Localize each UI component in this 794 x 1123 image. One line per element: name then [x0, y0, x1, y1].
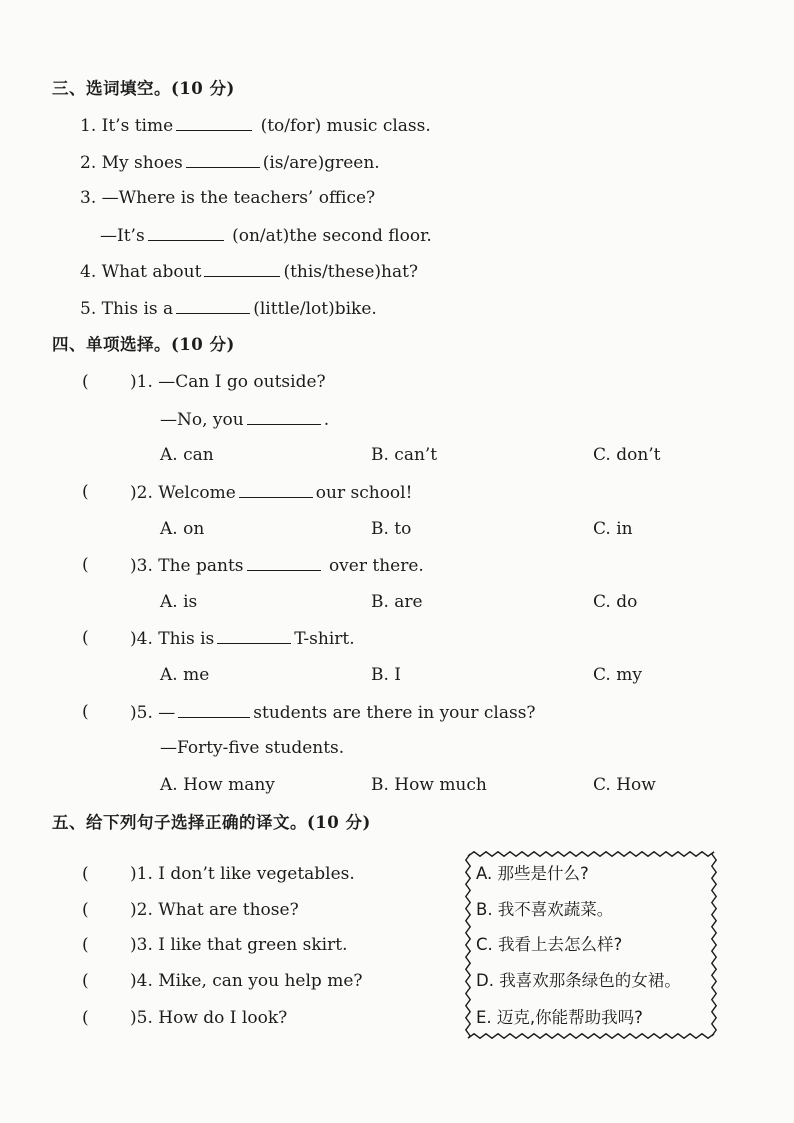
sec4-q5-option-a[interactable]: A. How many	[160, 775, 275, 795]
sec4-q3-option-b[interactable]: B. are	[371, 592, 423, 612]
sec5-option-c: C. 我看上去怎么样?	[476, 935, 623, 954]
answer-paren[interactable]: (	[82, 555, 89, 575]
sec3-q4: 4. What about (this/these)hat?	[80, 262, 419, 282]
sec4-q1-option-a[interactable]: A. can	[160, 445, 214, 465]
answer-paren[interactable]: (	[82, 482, 89, 502]
sec4-q1-line1: )1. —Can I go outside?	[130, 372, 326, 392]
sec5-item-3: )3. I like that green skirt.	[130, 935, 348, 955]
sec4-q4-option-b[interactable]: B. I	[371, 665, 402, 685]
answer-paren[interactable]: (	[82, 702, 89, 722]
sec3-q1: 1. It’s time (to/for) music class.	[80, 116, 431, 136]
answer-blank[interactable]	[148, 224, 224, 241]
sec4-q5-option-b[interactable]: B. How much	[371, 775, 487, 795]
answer-blank[interactable]	[204, 260, 280, 277]
sec4-q3: )3. The pants over there.	[130, 556, 424, 576]
sec5-item-2: )2. What are those?	[130, 900, 299, 920]
sec4-q4-option-c[interactable]: C. my	[593, 665, 642, 685]
sec4-q1-option-c[interactable]: C. don’t	[593, 445, 661, 465]
sec5-item-5: )5. How do I look?	[130, 1008, 288, 1028]
section-3-heading: 三、选词填空。(10 分)	[52, 79, 235, 98]
answer-paren[interactable]: (	[82, 1008, 89, 1028]
answer-blank[interactable]	[247, 408, 321, 425]
sec3-q5: 5. This is a (little/lot)bike.	[80, 299, 377, 319]
sec5-option-d: D. 我喜欢那条绿色的女裙。	[476, 971, 681, 990]
sec4-q5-line1: )5. — students are there in your class?	[130, 703, 536, 723]
sec5-item-1: )1. I don’t like vegetables.	[130, 864, 355, 884]
sec5-option-e: E. 迈克,你能帮助我吗?	[476, 1008, 643, 1027]
answer-blank[interactable]	[176, 114, 252, 131]
sec4-q1-line2: —No, you .	[160, 410, 330, 430]
sec3-q3-line2: —It’s (on/at)the second floor.	[100, 226, 432, 246]
sec3-q2: 2. My shoes (is/are)green.	[80, 153, 380, 173]
answer-blank[interactable]	[217, 627, 291, 644]
sec4-q1-option-b[interactable]: B. can’t	[371, 445, 438, 465]
answer-blank[interactable]	[186, 151, 260, 168]
answer-paren[interactable]: (	[82, 864, 89, 884]
answer-blank[interactable]	[178, 701, 250, 718]
section-5-heading: 五、给下列句子选择正确的译文。(10 分)	[52, 813, 371, 832]
answer-paren[interactable]: (	[82, 628, 89, 648]
sec4-q4: )4. This is T-shirt.	[130, 629, 355, 649]
answer-paren[interactable]: (	[82, 971, 89, 991]
sec4-q2-option-c[interactable]: C. in	[593, 519, 633, 539]
sec5-item-4: )4. Mike, can you help me?	[130, 971, 363, 991]
sec4-q5-line2: —Forty-five students.	[160, 738, 345, 758]
sec4-q3-option-c[interactable]: C. do	[593, 592, 638, 612]
answer-paren[interactable]: (	[82, 935, 89, 955]
answer-blank[interactable]	[176, 297, 250, 314]
sec4-q2-option-a[interactable]: A. on	[160, 519, 205, 539]
sec4-q4-option-a[interactable]: A. me	[160, 665, 210, 685]
sec3-q3-line1: 3. —Where is the teachers’ office?	[80, 188, 376, 208]
answer-blank[interactable]	[239, 481, 313, 498]
section-4-heading: 四、单项选择。(10 分)	[52, 335, 235, 354]
sec4-q2: )2. Welcome our school!	[130, 483, 413, 503]
sec5-option-b: B. 我不喜欢蔬菜。	[476, 900, 614, 919]
sec4-q5-option-c[interactable]: C. How	[593, 775, 656, 795]
sec4-q3-option-a[interactable]: A. is	[160, 592, 198, 612]
answer-paren[interactable]: (	[82, 372, 89, 392]
answer-paren[interactable]: (	[82, 900, 89, 920]
sec4-q2-option-b[interactable]: B. to	[371, 519, 412, 539]
sec5-option-a: A. 那些是什么?	[476, 864, 589, 883]
answer-blank[interactable]	[247, 554, 321, 571]
